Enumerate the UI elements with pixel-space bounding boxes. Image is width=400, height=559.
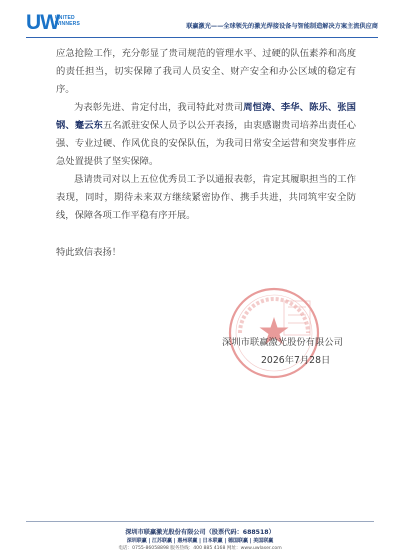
logo-mark: UW [26,11,59,34]
paragraph-2 [56,99,356,171]
logo-text: UNITED WINNERS [55,15,81,27]
signature-company: 深圳市联赢激光股份有限公司 [222,337,343,348]
signature-date: 2026年7月28日 [261,355,331,366]
paragraph-2-prefix: 为表彰先进、肯定付出，我司特此对贵司 [74,102,244,113]
closing-line: 特此致信表扬！ [56,247,122,258]
letter-body [56,45,356,225]
footer-branches: 深圳联赢 | 江苏联赢 | 惠州联赢 | 日本联赢 | 德国联赢 | 美国联赢 [126,538,274,544]
paragraph-3: 恳请贵司对以上五位优秀员工予以通报表彰，肯定其履职担当的工作表现，同时，期待未来双方继续紧密协作、携手共进，共同筑牢安全防线，保障各项工作平稳有序开展。 [56,174,356,221]
footer-company: 深圳市联赢激光股份有限公司（股票代码：688518） [125,529,275,536]
company-tagline: 联赢激光——全球领先的激光焊接设备与智能制造解决方案主流供应商 [186,23,378,30]
letter-footer [0,528,400,553]
footer-divider [26,521,374,522]
header-divider [26,37,378,38]
paragraph-2-suffix: 五名派驻安保人员予以公开表扬，由衷感谢贵司培养出责任心强、专业过硬、作风优良的安保队伍，为我司日常安全运营和突发事件应急处置提供了坚实保障。 [56,120,356,167]
company-seal-stamp [224,283,324,383]
footer-contact: 电话：0755-86058898 服务热线：400 885 4168 网址：www.uwlaser.com [118,546,282,551]
letterhead [26,10,378,38]
company-logo [26,12,86,36]
paragraph-1: 应急抢险工作，充分彰显了贵司规范的管理水平、过硬的队伍素养和高度的责任担当，切实保障了我司人员安全、财产安全和办公区域的稳定有序。 [56,48,356,95]
commended-names: 周恒涛、李华、陈乐、张国钢、蹇云东 [56,102,356,131]
